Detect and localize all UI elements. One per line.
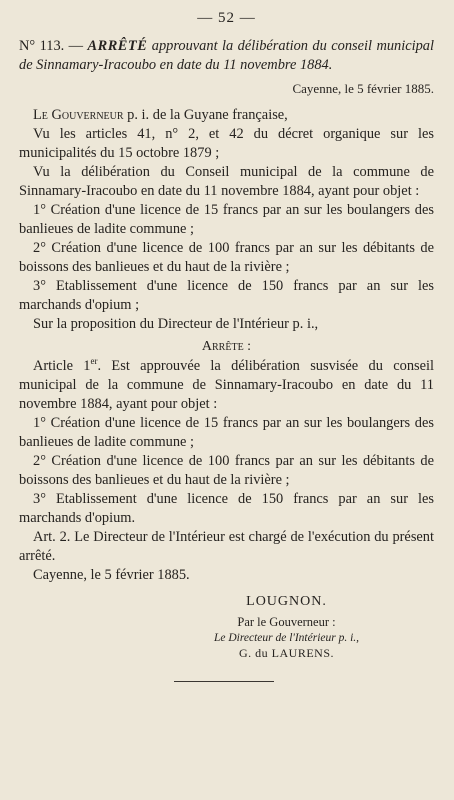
signature-countersign: G. du LAURENS.: [238, 646, 334, 660]
signature-directeur: Le Directeur de l'Intérieur p. i.,: [213, 632, 360, 644]
article-1: [19, 357, 434, 414]
article-1-lead: Article 1: [33, 358, 91, 374]
gouverneur-lead: Le Gouverneur: [33, 107, 124, 123]
gouverneur-rest: p. i. de la Guyane française,: [123, 107, 288, 123]
decree-number: N° 113. —: [19, 38, 88, 54]
proposition-paragraph: Sur la proposition du Directeur de l'Intérieur p. i.,: [33, 316, 319, 332]
article-objet-2: 2° Création d'une licence de 100 francs par an sur les débitants de boissons des banlieues et du haut de la rivière ;: [19, 453, 434, 488]
article-2: Art. 2. Le Directeur de l'Intérieur est chargé de l'exécution du présent arrêté.: [19, 529, 434, 564]
objet-item-3: 3° Etablissement d'une licence de 150 francs par an sur les marchands d'opium ;: [19, 278, 434, 313]
article-objet-3: 3° Etablissement d'une licence de 150 francs par an sur les marchands d'opium.: [19, 491, 434, 526]
arrete-label: Arrête :: [201, 339, 252, 354]
vu-paragraph-2: Vu la délibération du Conseil municipal de la commune de Sinnamary-Iracoubo en date du 11 novembre 1884, ayant pour objet :: [19, 164, 434, 199]
decree-title: ARRÊTÉ: [87, 38, 148, 54]
objet-item-2: 2° Création d'une licence de 100 francs par an sur les débitants de boissons des banlieues et du haut de la rivière ;: [19, 240, 434, 275]
place-date: Cayenne, le 5 février 1885.: [292, 81, 434, 96]
page-number: — 52 —: [197, 10, 256, 26]
decree-subject: approuvant la délibération du conseil municipal de Sinnamary-Iracoubo en date du 11 novembre 1884.: [19, 38, 435, 73]
gouverneur-line: [19, 106, 434, 125]
article-1-sup: er: [90, 356, 98, 367]
article-objet-1: 1° Création d'une licence de 15 francs par an sur les boulangers des banlieues de ladite commune ;: [19, 415, 434, 450]
vu-paragraph-1: Vu les articles 41, n° 2, et 42 du décret organique sur les municipalités du 15 octobre 1879 ;: [19, 126, 434, 161]
objet-item-1: 1° Création d'une licence de 15 francs par an sur les boulangers des banlieues de ladite commune ;: [19, 202, 434, 237]
end-rule-divider: [174, 681, 274, 682]
closing-date: Cayenne, le 5 février 1885.: [33, 567, 190, 583]
decree-heading: [19, 37, 434, 75]
signature-name: LOUGNON.: [246, 594, 327, 609]
signature-block: [139, 594, 434, 661]
article-1-text: . Est approuvée la délibération susvisée du conseil municipal de la commune de Sinnamary-Iracoubo en date du 11 novembre 1884, ayant pour objet :: [19, 358, 434, 412]
signature-par-le-gouverneur: Par le Gouverneur :: [237, 615, 336, 629]
